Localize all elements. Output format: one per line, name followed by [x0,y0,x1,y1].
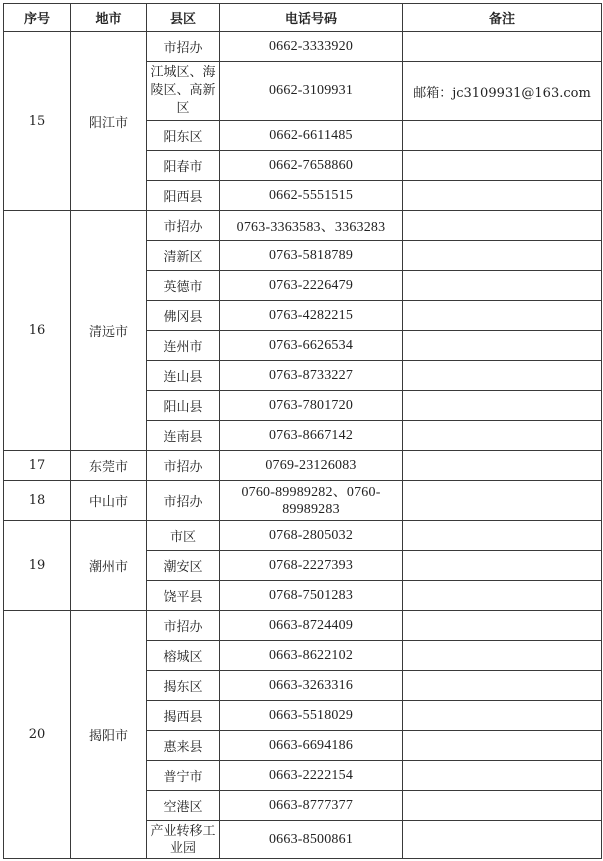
remark-cell [403,611,602,641]
table-row [4,481,602,521]
district-cell: 市招办 [147,611,220,641]
header-city: 地市 [71,4,147,32]
district-cell: 市招办 [147,451,220,481]
phone-cell: 0663-2222154 [220,761,403,791]
district-cell: 连南县 [147,421,220,451]
district-cell: 普宁市 [147,761,220,791]
header-seq: 序号 [4,4,71,32]
seq-cell: 17 [4,451,71,481]
district-cell: 市招办 [147,32,220,62]
seq-cell: 19 [4,521,71,611]
remark-cell [403,551,602,581]
district-cell: 潮安区 [147,551,220,581]
seq-cell: 20 [4,611,71,859]
contact-table [3,3,602,859]
city-cell: 中山市 [71,481,147,521]
phone-cell: 0763-8667142 [220,421,403,451]
district-cell: 佛冈县 [147,301,220,331]
phone-cell: 0768-2227393 [220,551,403,581]
remark-cell [403,211,602,241]
phone-cell: 0662-7658860 [220,151,403,181]
district-cell: 揭东区 [147,671,220,701]
district-cell: 连州市 [147,331,220,361]
remark-cell [403,121,602,151]
remark-cell [403,451,602,481]
table-row [4,451,602,481]
table-row [4,32,602,62]
city-cell: 东莞市 [71,451,147,481]
remark-cell [403,271,602,301]
district-cell: 阳山县 [147,391,220,421]
remark-cell [403,361,602,391]
remark-cell [403,701,602,731]
remark-cell [403,671,602,701]
remark-cell [403,761,602,791]
phone-cell: 0768-7501283 [220,581,403,611]
district-cell: 市招办 [147,481,220,521]
district-cell: 英德市 [147,271,220,301]
phone-cell: 0763-8733227 [220,361,403,391]
phone-cell: 0763-4282215 [220,301,403,331]
header-phone: 电话号码 [220,4,403,32]
phone-cell: 0763-2226479 [220,271,403,301]
phone-cell: 0760-89989282、0760-89989283 [220,481,403,521]
district-cell: 阳春市 [147,151,220,181]
phone-cell: 0662-3109931 [220,62,403,121]
district-cell: 阳西县 [147,181,220,211]
phone-cell: 0763-6626534 [220,331,403,361]
phone-cell: 0663-3263316 [220,671,403,701]
phone-cell: 0763-5818789 [220,241,403,271]
district-cell: 市招办 [147,211,220,241]
phone-cell: 0663-8724409 [220,611,403,641]
phone-cell: 0663-6694186 [220,731,403,761]
remark-cell [403,181,602,211]
district-cell: 揭西县 [147,701,220,731]
district-cell: 榕城区 [147,641,220,671]
phone-cell: 0768-2805032 [220,521,403,551]
table-row [4,211,602,241]
remark-cell [403,641,602,671]
district-cell: 产业转移工业园 [147,821,220,859]
seq-cell: 16 [4,211,71,451]
phone-cell: 0663-8777377 [220,791,403,821]
header-row [4,4,602,32]
remark-cell: 邮箱：jc3109931@163.com [403,62,602,121]
remark-cell [403,421,602,451]
remark-cell [403,481,602,521]
remark-cell [403,301,602,331]
phone-cell: 0769-23126083 [220,451,403,481]
remark-cell [403,731,602,761]
table-row [4,611,602,641]
phone-cell: 0763-3363583、3363283 [220,211,403,241]
district-cell: 空港区 [147,791,220,821]
seq-cell: 15 [4,32,71,211]
remark-cell [403,151,602,181]
remark-cell [403,581,602,611]
remark-cell [403,241,602,271]
city-cell: 揭阳市 [71,611,147,859]
district-cell: 江城区、海陵区、高新区 [147,62,220,121]
phone-cell: 0663-8622102 [220,641,403,671]
remark-cell [403,521,602,551]
header-district: 县区 [147,4,220,32]
remark-cell [403,331,602,361]
table-row [4,521,602,551]
city-cell: 潮州市 [71,521,147,611]
remark-cell [403,32,602,62]
phone-cell: 0763-7801720 [220,391,403,421]
phone-cell: 0663-8500861 [220,821,403,859]
phone-cell: 0662-5551515 [220,181,403,211]
header-remark: 备注 [403,4,602,32]
remark-cell [403,391,602,421]
remark-cell [403,821,602,859]
district-cell: 阳东区 [147,121,220,151]
phone-cell: 0663-5518029 [220,701,403,731]
district-cell: 惠来县 [147,731,220,761]
seq-cell: 18 [4,481,71,521]
phone-cell: 0662-6611485 [220,121,403,151]
district-cell: 饶平县 [147,581,220,611]
district-cell: 市区 [147,521,220,551]
city-cell: 清远市 [71,211,147,451]
district-cell: 清新区 [147,241,220,271]
phone-cell: 0662-3333920 [220,32,403,62]
district-cell: 连山县 [147,361,220,391]
remark-cell [403,791,602,821]
city-cell: 阳江市 [71,32,147,211]
